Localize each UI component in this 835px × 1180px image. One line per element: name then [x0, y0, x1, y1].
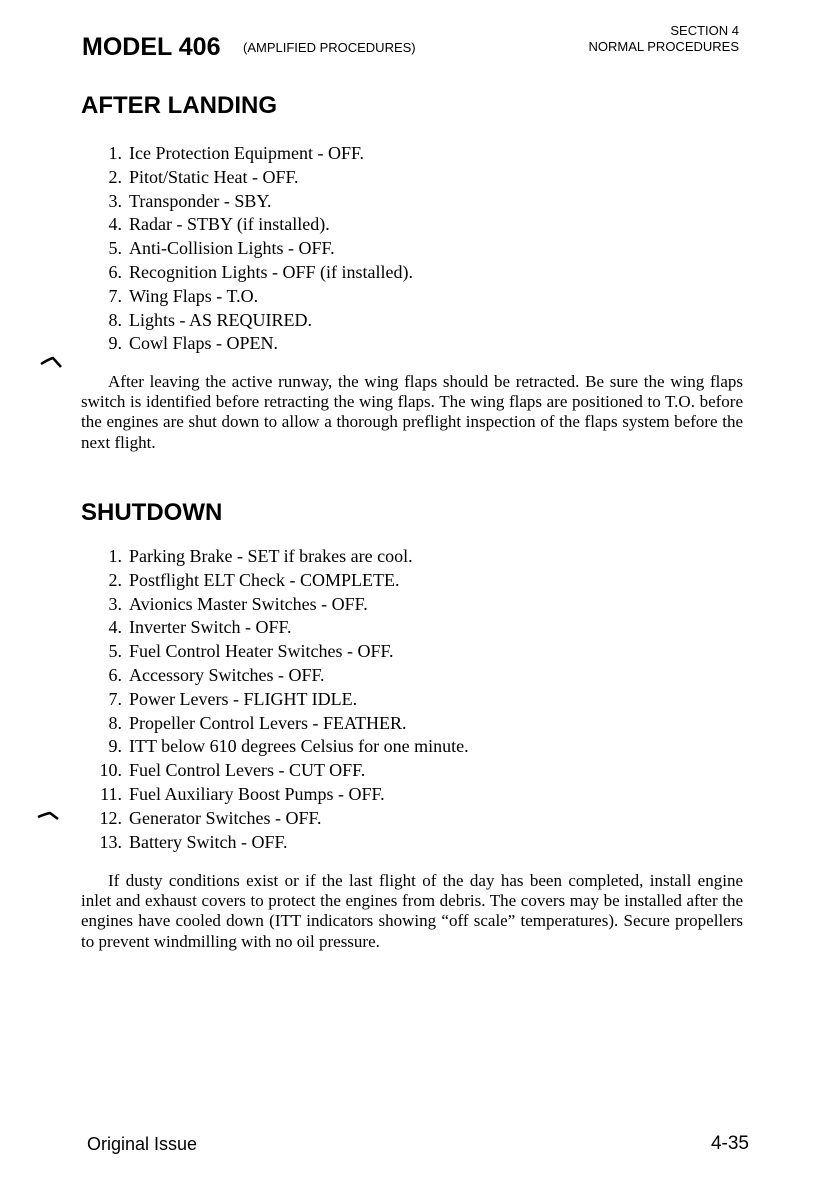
step-item	[92, 735, 469, 759]
step-number: 10.	[99, 760, 122, 781]
step-text: Fuel Control Heater Switches - OFF.	[129, 641, 394, 662]
step-item	[92, 664, 469, 688]
step-item	[100, 285, 413, 309]
after-landing-heading: AFTER LANDING	[81, 92, 277, 119]
step-item	[100, 142, 413, 166]
section-header	[589, 23, 739, 55]
step-item	[92, 783, 469, 807]
step-item	[92, 593, 469, 617]
step-number: 8.	[108, 309, 122, 330]
step-number: 2.	[108, 166, 122, 187]
step-text: Generator Switches - OFF.	[129, 807, 322, 828]
step-text: Radar - STBY (if installed).	[129, 214, 330, 235]
step-text: Postflight ELT Check - COMPLETE.	[129, 569, 400, 590]
step-number: 2.	[108, 569, 122, 590]
step-number: 3.	[108, 593, 122, 614]
step-text: Power Levers - FLIGHT IDLE.	[129, 688, 358, 709]
step-item	[92, 807, 469, 831]
step-number: 3.	[108, 190, 122, 211]
step-item	[100, 332, 413, 356]
model-title: MODEL 406	[82, 33, 221, 61]
shutdown-heading: SHUTDOWN	[81, 499, 223, 526]
step-number: 13.	[99, 831, 122, 852]
step-item	[100, 237, 413, 261]
step-number: 1.	[108, 143, 122, 163]
revision-mark-icon	[40, 355, 62, 369]
section-number: SECTION 4	[670, 23, 739, 38]
step-number: 6.	[108, 664, 122, 685]
step-item	[100, 213, 413, 237]
step-item	[92, 616, 469, 640]
shutdown-note: If dusty conditions exist or if the last flight of the day has been completed, install engine inlet and exhaust covers to protect the engines from debris. The covers may be installed after the engines have cooled down (ITT indicators showing “off scale” temperatures). Secure propellers to prevent windmilling with no oil pressure.	[81, 871, 743, 951]
step-text: Lights - AS REQUIRED.	[129, 309, 313, 330]
step-item	[100, 166, 413, 190]
step-number: 4.	[108, 617, 122, 638]
step-text: Propeller Control Levers - FEATHER.	[129, 712, 407, 733]
step-item	[100, 309, 413, 333]
revision-mark-icon	[37, 809, 59, 823]
step-number: 5.	[108, 641, 122, 662]
step-number: 7.	[108, 688, 122, 709]
step-number: 12.	[99, 807, 122, 828]
step-item	[100, 261, 413, 285]
step-number: 7.	[108, 285, 122, 306]
step-number: 9.	[108, 736, 122, 757]
step-item	[92, 759, 469, 783]
page-number: 4-35	[710, 1133, 749, 1154]
step-text: Fuel Auxiliary Boost Pumps - OFF.	[129, 783, 385, 804]
step-text: Cowl Flaps - OPEN.	[129, 333, 279, 354]
step-text: Battery Switch - OFF.	[129, 831, 288, 852]
step-text: Accessory Switches - OFF.	[129, 664, 325, 685]
section-name: NORMAL PROCEDURES	[588, 39, 739, 54]
step-text: Avionics Master Switches - OFF.	[129, 593, 368, 614]
step-item	[92, 640, 469, 664]
step-text: ITT below 610 degrees Celsius for one minute.	[129, 736, 469, 757]
step-number: 1.	[108, 546, 122, 566]
step-text: Parking Brake - SET if brakes are cool.	[129, 546, 413, 566]
step-item	[92, 831, 469, 855]
step-item	[92, 569, 469, 593]
step-text: Recognition Lights - OFF (if installed).	[129, 261, 413, 282]
after-landing-note: After leaving the active runway, the wing flaps should be retracted. Be sure the wing flaps switch is identified before retracting the wing flaps. The wing flaps are positioned to T.O. before the engines are shut down to allow a thorough preflight inspection of the flaps system before the next flight.	[81, 372, 743, 452]
shutdown-steps	[92, 545, 469, 854]
step-item	[92, 545, 469, 569]
step-number: 5.	[108, 238, 122, 259]
issue-label: Original Issue	[87, 1134, 198, 1154]
step-number: 6.	[108, 261, 122, 282]
step-item	[100, 190, 413, 214]
step-number: 4.	[108, 214, 122, 235]
step-text: Anti-Collision Lights - OFF.	[129, 238, 335, 259]
step-number: 9.	[108, 333, 122, 354]
step-number: 8.	[108, 712, 122, 733]
step-item	[92, 712, 469, 736]
step-text: Inverter Switch - OFF.	[129, 617, 292, 638]
step-text: Wing Flaps - T.O.	[129, 285, 259, 306]
step-text: Pitot/Static Heat - OFF.	[129, 166, 299, 187]
step-text: Fuel Control Levers - CUT OFF.	[129, 760, 366, 781]
step-text: Transponder - SBY.	[129, 190, 272, 211]
step-text: Ice Protection Equipment - OFF.	[129, 143, 365, 163]
step-number: 11.	[100, 783, 122, 804]
procedures-subtitle: (AMPLIFIED PROCEDURES)	[243, 40, 416, 55]
step-item	[92, 688, 469, 712]
after-landing-steps	[100, 142, 413, 356]
